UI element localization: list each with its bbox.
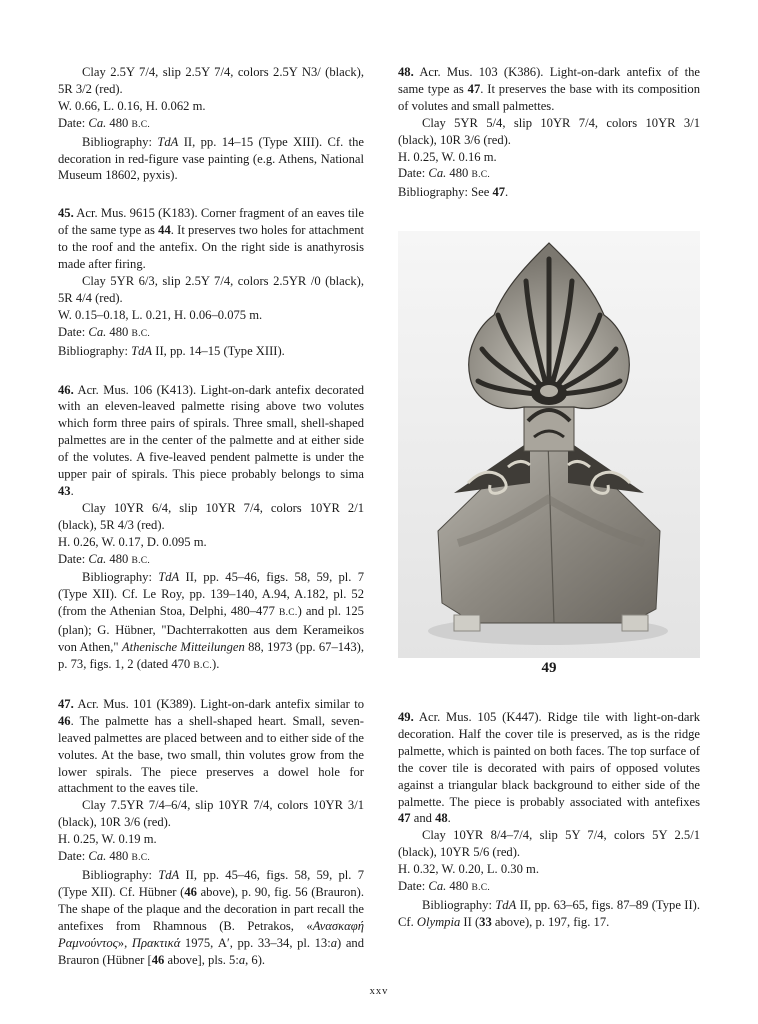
- entry-45-description: 45. Acr. Mus. 9615 (K183). Corner fragment of an eaves tile of the same type as 44. It preserves two holes for attachment to the roof and the antefix. On the right side is anathyrosis made after firing.: [58, 206, 364, 272]
- entry-46-date: Date: Ca. 480 B.C.: [58, 551, 151, 566]
- right-column-bottom: [398, 709, 700, 931]
- entry-47-dims: H. 0.25, W. 0.19 m.: [58, 832, 157, 847]
- entry-49-description: 49. Acr. Mus. 105 (K447). Ridge tile with light-on-dark decoration. Half the cover tile is preserved, as is the ridge palmette, which is painted on both faces. The top surface of the cover tile is decorated with pairs of opposed volutes against a triangular black background to either side of the palmette. The piece is probably associated with antefixes 47 and 48.: [398, 710, 700, 826]
- figure-49-label: 49: [541, 660, 557, 676]
- entry-45-date: Date: Ca. 480 B.C.: [58, 324, 151, 339]
- entry-49-clay: Clay 10YR 8/4–7/4, slip 5Y 7/4, colors 5Y 2.5/1 (black), 10YR 5/6 (red).: [398, 828, 700, 860]
- entry-48-description: 48. Acr. Mus. 103 (K386). Light-on-dark antefix of the same type as 47. It preserves the base with its composition of volutes and small palmettes.: [398, 65, 700, 113]
- entry-48-date: Date: Ca. 480 B.C.: [398, 166, 491, 181]
- entry-44-clay: Clay 2.5Y 7/4, slip 2.5Y 7/4, colors 2.5Y N3/ (black), 5R 3/2 (red).: [58, 65, 364, 96]
- entry-48-dims: H. 0.25, W. 0.16 m.: [398, 149, 497, 164]
- entry-46-bibliography: Bibliography: TdA II, pp. 45–46, figs. 58, 59, pl. 7 (Type XII). Cf. Le Roy, pp. 139–140, A.94, A.182, pl. 52 (from the Athenian Stoa, Delphi, 480–477 B.C.) and pl. 125 (plan); G. Hübner, "Dachterrakotten aus dem Kerameikos von Athen," Athenische Mitteilungen 88, 1973 (pp. 67–143), p. 73, figs. 1, 2 (dated 470 B.C.).: [58, 570, 365, 671]
- entry-48-clay: Clay 5YR 5/4, slip 10YR 7/4, colors 10YR 3/1 (black), 10R 3/6 (red).: [398, 115, 700, 147]
- entry-49-date: Date: Ca. 480 B.C.: [398, 879, 491, 894]
- entry-49-dims: H. 0.32, W. 0.20, L. 0.30 m.: [398, 862, 539, 877]
- entry-44-date: Date: Ca. 480 B.C.: [58, 115, 151, 130]
- entry-46-description: 46. Acr. Mus. 106 (K413). Light-on-dark antefix decorated with an eleven-leaved palmette rising above two volutes which form three pairs of spirals. Three small, shell-shaped palmettes are in the center of the palmette and at either side of the volutes. A five-leaved pendent palmette is under the upper pair of spirals. This piece probably belongs to sima 43.: [58, 382, 364, 498]
- ridge-tile-palmette-image: [398, 231, 700, 658]
- right-column-top: [398, 64, 700, 201]
- entry-45-clay: Clay 5YR 6/3, slip 2.5Y 7/4, colors 2.5YR /0 (black), 5R 4/4 (red).: [58, 273, 364, 305]
- entry-49-bibliography: Bibliography: TdA II, pp. 63–65, figs. 87–89 (Type II). Cf. Olympia II (33 above), p. 197, fig. 17.: [398, 897, 700, 929]
- entry-44-bibliography: Bibliography: TdA II, pp. 14–15 (Type XIII). Cf. the decoration in red-figure vase painting (e.g. Athens, National Museum 18602, pyxis).: [58, 134, 364, 183]
- entry-47-clay: Clay 7.5YR 7/4–6/4, slip 10YR 7/4, colors 10YR 3/1 (black), 10R 3/6 (red).: [58, 798, 364, 830]
- entry-45-bibliography: Bibliography: TdA II, pp. 14–15 (Type XIII).: [58, 343, 285, 358]
- entry-44-dims: W. 0.66, L. 0.16, H. 0.062 m.: [58, 98, 206, 113]
- entry-47-date: Date: Ca. 480 B.C.: [58, 849, 151, 864]
- entry-47-bibliography: Bibliography: TdA II, pp. 45–46, figs. 58, 59, pl. 7 (Type XII). Cf. Hübner (46 above), p. 90, fig. 56 (Brauron). The shape of the plaque and the decoration in part recall the antefixes from Rhamnous (B. Petrakos, «Ανασκαφή Ραμνούντος», Πρακτικά 1975, A′, pp. 33–34, pl. 13:a) and Brauron (Hübner [46 above], pls. 5:a, 6).: [58, 867, 365, 967]
- entry-47-description: 47. Acr. Mus. 101 (K389). Light-on-dark antefix similar to 46. The palmette has a shell-shaped heart. Small, seven-leaved palmettes are placed between and to either side of the volutes. At the base, two small, thin volutes grow from the lower spirals. The piece preserves a dowel hole for attachment to the eaves tile.: [58, 696, 364, 796]
- entry-45-dims: W. 0.15–0.18, L. 0.21, H. 0.06–0.075 m.: [58, 307, 263, 322]
- entry-46-dims: H. 0.26, W. 0.17, D. 0.095 m.: [58, 534, 207, 549]
- page-number: xxv: [369, 986, 389, 997]
- figure-49-photo: [398, 231, 700, 658]
- entry-46-clay: Clay 10YR 6/4, slip 10YR 7/4, colors 10YR 2/1 (black), 5R 4/3 (red).: [58, 500, 364, 532]
- left-column: [58, 64, 364, 968]
- entry-48-bibliography: Bibliography: See 47.: [398, 185, 509, 200]
